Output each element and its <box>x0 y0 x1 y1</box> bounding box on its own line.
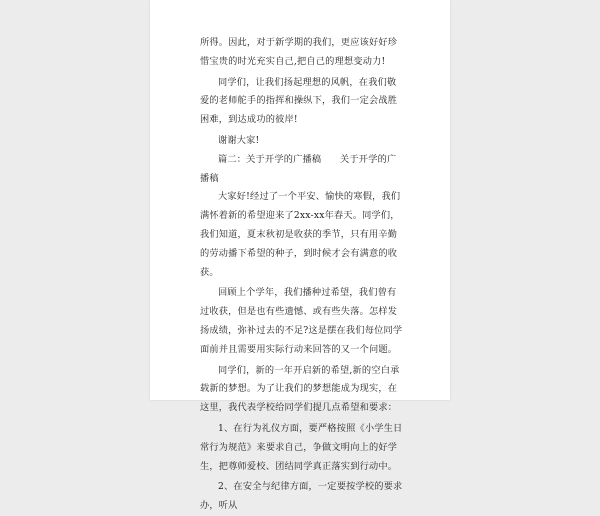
paragraph-4: 回顾上个学年，我们播种过希望，我们曾有过收获，但是也有些遗憾、或有些失落。怎样发扬成绩，弥补过去的不足?这是摆在我们每位同学面前并且需要用实际行动来回答的又一个问题。 <box>200 287 403 355</box>
paragraph-7: 2、在安全与纪律方面，一定要按学校的要求办，听从 <box>200 481 403 512</box>
paragraph-6: 1、在行为礼仪方面，要严格按照《小学生日常行为规范》来要求自己，争做文明向上的好学生，把尊师爱校、团结同学真正落实到行动中。 <box>200 422 403 472</box>
document-body <box>200 34 405 516</box>
paragraph-3: 大家好!经过了一个平安、愉快的寒假，我们满怀着新的希望迎来了2xx-xx年春天。同学们，我们知道，夏末秋初是收获的季节，只有用辛勤的劳动播下希望的种子，到时候才会有满意的收获。 <box>200 191 401 278</box>
paragraph-5: 同学们，新的一年开启新的希望,新的空白承载新的梦想。为了让我们的梦想能成为现实，在这里，我代表学校给同学们提几点希望和要求： <box>200 364 400 414</box>
paragraph-closing: 谢谢大家! <box>218 134 260 146</box>
paragraph-2: 同学们，让我们扬起理想的风帆，在我们敬爱的老师舵手的指挥和操纵下，我们一定会战胜困难，到达成功的彼岸! <box>200 76 398 126</box>
section-heading: 篇二：关于开学的广播稿 关于开学的广播稿 <box>200 153 397 184</box>
paragraph-1: 所得。因此，对于新学期的我们，更应该好好珍惜宝贵的时光充实自己,把自己的理想变动力! <box>200 37 398 67</box>
